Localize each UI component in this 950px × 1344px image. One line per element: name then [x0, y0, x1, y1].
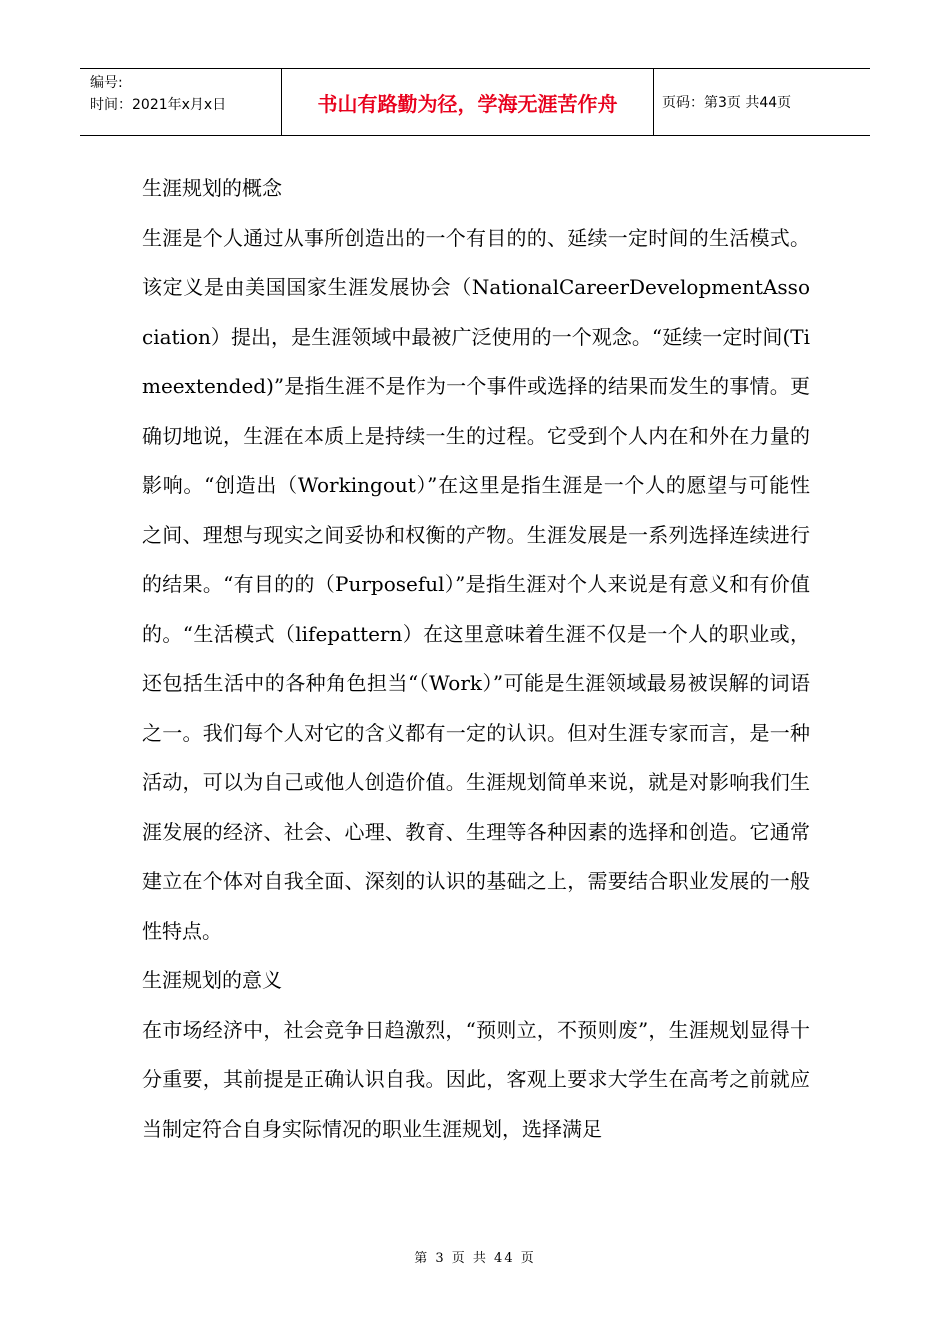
header-page-info: 页码：第3页 共44页	[662, 95, 792, 111]
header-page-cell	[654, 69, 870, 135]
header-motto-cell	[282, 69, 654, 135]
document-body	[142, 164, 810, 1154]
footer-page-number: 第 3 页 共 44 页	[414, 1251, 536, 1266]
section-heading-concept: 生涯规划的概念	[142, 176, 282, 200]
section-heading-significance: 生涯规划的意义	[142, 968, 282, 992]
header-motto: 书山有路勤为径，学海无涯苦作舟	[317, 91, 618, 116]
document-number-label: 编号:	[90, 75, 123, 91]
paragraph-concept: 生涯是个人通过从事所创造出的一个有目的的、延续一定时间的生活模式。该定义是由美国国家生涯发展协会（NationalCareerDevelopmentAssociation）提出，是生涯领域中最被广泛使用的一个观念。“延续一定时间(Timeextended)”是指生涯不是作为一个事件或选择的结果而发生的事情。更确切地说，生涯在本质上是持续一生的过程。它受到个人内在和外在力量的影响。“创造出（Workingout）”在这里是指生涯是一个人的愿望与可能性之间、理想与现实之间妥协和权衡的产物。生涯发展是一系列选择连续进行的结果。“有目的的（Purposeful）”是指生涯对个人来说是有意义和有价值的。“生活模式（lifepattern）在这里意味着生涯不仅是一个人的职业或，还包括生活中的各种角色担当“（Work）”可能是生涯领域最易被误解的词语之一。我们每个人对它的含义都有一定的认识。但对生涯专家而言，是一种活动，可以为自己或他人创造价值。生涯规划简单来说，就是对影响我们生涯发展的经济、社会、心理、教育、生理等各种因素的选择和创造。它通常建立在个体对自我全面、深刻的认识的基础之上，需要结合职业发展的一般性特点。	[142, 225, 810, 943]
document-time-label: 时间：2021年x月x日	[90, 97, 227, 113]
page-header	[80, 68, 870, 136]
paragraph-significance: 在市场经济中，社会竞争日趋激烈，“预则立，不预则废”，生涯规划显得十分重要，其前提是正确认识自我。因此，客观上要求大学生在高考之前就应当制定符合自身实际情况的职业生涯规划，选择满足	[142, 1017, 810, 1141]
page-footer	[0, 1247, 950, 1266]
header-meta-cell	[80, 69, 282, 135]
